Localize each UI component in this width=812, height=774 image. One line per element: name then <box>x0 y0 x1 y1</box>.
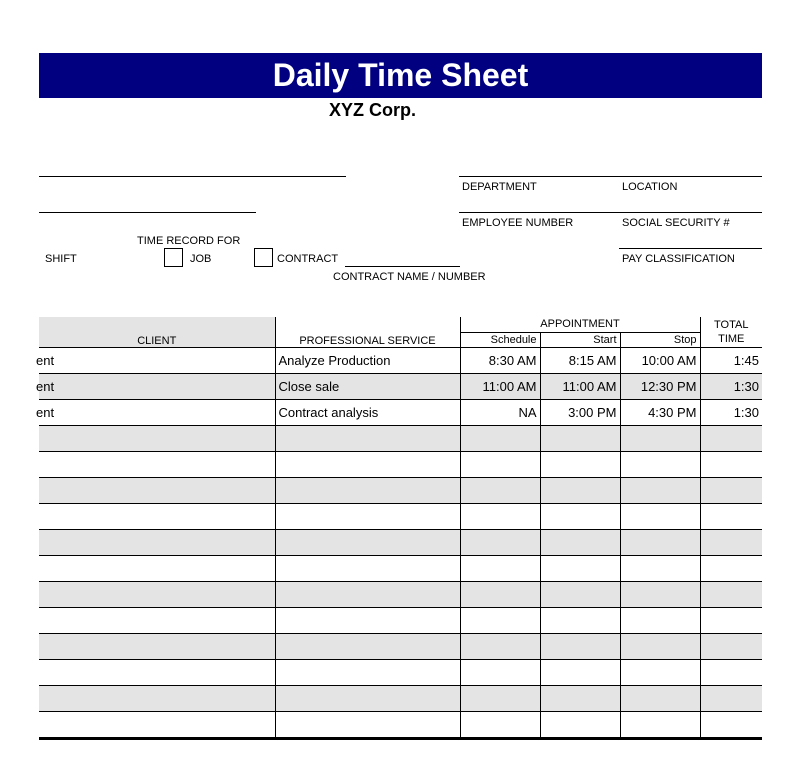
time-sheet-table <box>36 317 762 738</box>
service-cell[interactable] <box>275 529 460 555</box>
pay-classification-line[interactable] <box>619 248 762 249</box>
stop-cell[interactable] <box>620 477 700 503</box>
total-cell[interactable] <box>700 711 762 737</box>
schedule-cell[interactable] <box>460 555 540 581</box>
schedule-cell[interactable]: NA <box>460 399 540 425</box>
client-cell[interactable]: ent <box>39 399 275 425</box>
stop-cell[interactable] <box>620 633 700 659</box>
company-name: XYZ Corp. <box>328 100 416 120</box>
stop-cell[interactable]: 4:30 PM <box>620 399 700 425</box>
name-line[interactable] <box>39 176 346 177</box>
total-cell[interactable]: 1:45 <box>700 347 762 373</box>
stop-cell[interactable] <box>620 425 700 451</box>
stop-cell[interactable] <box>620 581 700 607</box>
page-title: Daily Time Sheet <box>272 57 529 93</box>
client-cell[interactable] <box>39 425 275 451</box>
client-cell[interactable] <box>39 711 275 737</box>
total-cell[interactable] <box>700 633 762 659</box>
service-cell[interactable] <box>275 451 460 477</box>
total-cell[interactable]: 1:30 <box>700 399 762 425</box>
service-cell[interactable]: Analyze Production <box>275 347 460 373</box>
stop-cell[interactable] <box>620 711 700 737</box>
table-row-empty <box>39 555 762 581</box>
table-row-empty <box>39 425 762 451</box>
service-cell[interactable]: Close sale <box>275 373 460 399</box>
schedule-cell[interactable] <box>460 685 540 711</box>
employee-number-label: EMPLOYEE NUMBER <box>462 217 574 229</box>
client-cell[interactable] <box>39 659 275 685</box>
start-cell[interactable] <box>540 685 620 711</box>
start-cell[interactable] <box>540 529 620 555</box>
stop-cell[interactable] <box>620 451 700 477</box>
start-header: Start <box>540 332 620 347</box>
service-header: PROFESSIONAL SERVICE <box>275 317 460 347</box>
client-cell[interactable] <box>39 685 275 711</box>
service-cell[interactable] <box>275 425 460 451</box>
contract-label: CONTRACT <box>277 253 339 265</box>
time-record-label: TIME RECORD FOR <box>137 235 241 247</box>
table-row <box>39 399 762 425</box>
contract-name-label: CONTRACT NAME / NUMBER <box>333 271 486 283</box>
total-cell[interactable] <box>700 607 762 633</box>
service-cell[interactable] <box>275 555 460 581</box>
table-row-empty <box>39 529 762 555</box>
time-header: TIME <box>700 332 762 347</box>
start-cell[interactable] <box>540 581 620 607</box>
service-cell[interactable] <box>275 633 460 659</box>
service-cell[interactable] <box>275 711 460 737</box>
total-cell[interactable] <box>700 685 762 711</box>
table-row-empty <box>39 451 762 477</box>
start-cell[interactable] <box>540 633 620 659</box>
contract-checkbox[interactable] <box>254 248 273 267</box>
client-cell[interactable]: ent <box>39 347 275 373</box>
service-cell[interactable] <box>275 477 460 503</box>
table-row-empty <box>39 581 762 607</box>
stop-cell[interactable] <box>620 555 700 581</box>
total-cell[interactable]: 1:30 <box>700 373 762 399</box>
table-bottom-border <box>39 738 762 740</box>
schedule-cell[interactable] <box>460 451 540 477</box>
total-cell[interactable] <box>700 503 762 529</box>
client-header: CLIENT <box>39 317 275 347</box>
table-row-empty <box>39 685 762 711</box>
start-cell[interactable] <box>540 711 620 737</box>
stop-cell[interactable] <box>620 607 700 633</box>
start-cell[interactable] <box>540 607 620 633</box>
total-cell[interactable] <box>700 477 762 503</box>
client-cell[interactable] <box>39 633 275 659</box>
stop-header: Stop <box>620 332 700 347</box>
client-cell[interactable] <box>39 503 275 529</box>
start-cell[interactable] <box>540 659 620 685</box>
client-cell[interactable] <box>39 581 275 607</box>
total-cell[interactable] <box>700 425 762 451</box>
total-cell[interactable] <box>700 451 762 477</box>
total-cell[interactable] <box>700 529 762 555</box>
schedule-cell[interactable]: 11:00 AM <box>460 373 540 399</box>
service-cell[interactable] <box>275 685 460 711</box>
shift-label: SHIFT <box>45 253 77 265</box>
pay-classification-label: PAY CLASSIFICATION <box>622 253 735 265</box>
appointment-header: APPOINTMENT <box>460 317 700 332</box>
table-row-empty <box>39 633 762 659</box>
start-cell[interactable] <box>540 425 620 451</box>
stop-cell[interactable]: 10:00 AM <box>620 347 700 373</box>
schedule-cell[interactable] <box>460 477 540 503</box>
stop-cell[interactable] <box>620 529 700 555</box>
client-cell[interactable]: ent <box>39 373 275 399</box>
start-cell[interactable]: 3:00 PM <box>540 399 620 425</box>
schedule-cell[interactable]: 8:30 AM <box>460 347 540 373</box>
schedule-cell[interactable] <box>460 607 540 633</box>
total-cell[interactable] <box>700 581 762 607</box>
total-cell[interactable] <box>700 659 762 685</box>
client-cell[interactable] <box>39 555 275 581</box>
schedule-cell[interactable] <box>460 659 540 685</box>
total-cell[interactable] <box>700 555 762 581</box>
id-line[interactable] <box>39 212 256 213</box>
table-row-empty <box>39 607 762 633</box>
service-cell[interactable] <box>275 607 460 633</box>
client-cell[interactable] <box>39 477 275 503</box>
location-label: LOCATION <box>622 181 678 193</box>
stop-cell[interactable] <box>620 685 700 711</box>
start-cell[interactable] <box>540 477 620 503</box>
schedule-cell[interactable] <box>460 529 540 555</box>
table-row-empty <box>39 711 762 737</box>
stop-cell[interactable] <box>620 659 700 685</box>
department-label: DEPARTMENT <box>462 181 537 193</box>
contract-name-line[interactable] <box>345 266 460 267</box>
social-security-label: SOCIAL SECURITY # <box>622 217 730 229</box>
table-row-empty <box>39 477 762 503</box>
job-label: JOB <box>190 253 212 265</box>
table-row <box>39 373 762 399</box>
service-cell[interactable]: Contract analysis <box>275 399 460 425</box>
schedule-header: Schedule <box>460 332 540 347</box>
start-cell[interactable]: 11:00 AM <box>540 373 620 399</box>
start-cell[interactable] <box>540 555 620 581</box>
schedule-cell[interactable] <box>460 581 540 607</box>
job-checkbox[interactable] <box>164 248 183 267</box>
client-cell[interactable] <box>39 607 275 633</box>
table-row-empty <box>39 659 762 685</box>
client-cell[interactable] <box>39 451 275 477</box>
start-cell[interactable] <box>540 451 620 477</box>
client-cell[interactable] <box>39 529 275 555</box>
employee-ssn-line[interactable] <box>459 212 762 213</box>
schedule-cell[interactable] <box>460 503 540 529</box>
department-location-line[interactable] <box>459 176 762 177</box>
table-row-empty <box>39 503 762 529</box>
start-cell[interactable] <box>540 503 620 529</box>
schedule-cell[interactable] <box>460 711 540 737</box>
schedule-cell[interactable] <box>460 425 540 451</box>
total-header: TOTAL <box>700 317 762 332</box>
table-row <box>39 347 762 373</box>
start-cell[interactable]: 8:15 AM <box>540 347 620 373</box>
stop-cell[interactable] <box>620 503 700 529</box>
service-cell[interactable] <box>275 503 460 529</box>
service-cell[interactable] <box>275 581 460 607</box>
schedule-cell[interactable] <box>460 633 540 659</box>
stop-cell[interactable]: 12:30 PM <box>620 373 700 399</box>
service-cell[interactable] <box>275 659 460 685</box>
